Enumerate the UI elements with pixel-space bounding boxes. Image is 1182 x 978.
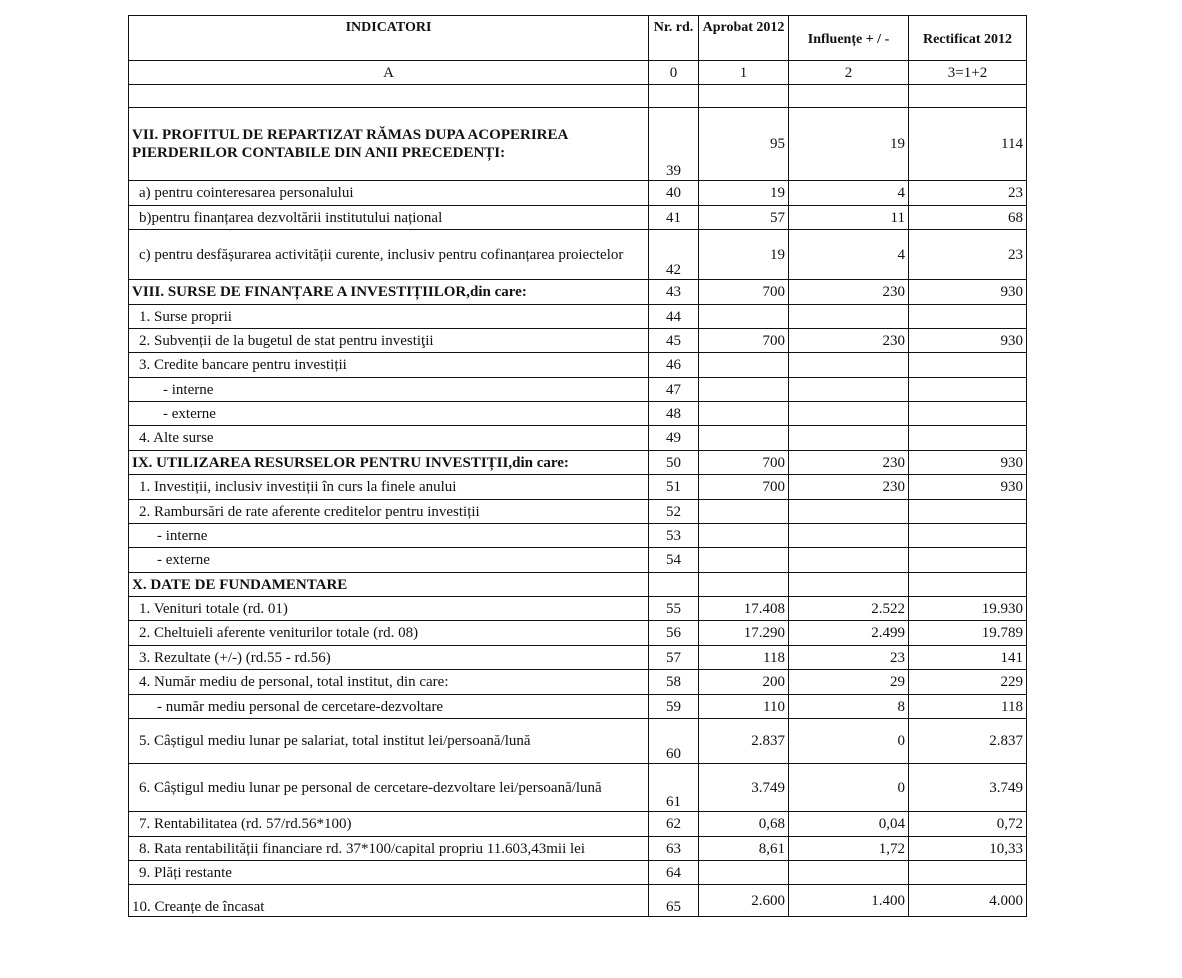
aprobat-cell: 200 xyxy=(699,670,789,695)
indicator-cell: 8. Rata rentabilității financiare rd. 37*100/capital propriu 11.603,43mii lei xyxy=(129,837,649,861)
row-number-cell: 45 xyxy=(649,329,699,353)
aprobat-cell xyxy=(699,426,789,451)
header-rectificat: Rectificat 2012 xyxy=(909,16,1027,61)
indicator-cell: 3. Rezultate (+/-) (rd.55 - rd.56) xyxy=(129,646,649,670)
aprobat-cell xyxy=(699,524,789,548)
influente-cell xyxy=(789,353,909,378)
influente-cell: 8 xyxy=(789,695,909,719)
table-row xyxy=(129,524,1027,548)
aprobat-cell: 700 xyxy=(699,475,789,500)
indicator-cell: 6. Câștigul mediu lunar pe personal de cercetare-dezvoltare lei/persoană/lună xyxy=(129,764,649,812)
indicator-cell: - interne xyxy=(129,378,649,402)
rectificat-cell: 4.000 xyxy=(909,885,1027,917)
table-row xyxy=(129,885,1027,917)
table-row xyxy=(129,812,1027,837)
row-number-cell: 56 xyxy=(649,621,699,646)
aprobat-cell xyxy=(699,861,789,885)
col-index-a: A xyxy=(129,61,649,85)
influente-cell: 0,04 xyxy=(789,812,909,837)
rectificat-cell xyxy=(909,305,1027,329)
row-number-cell: 64 xyxy=(649,861,699,885)
table-row xyxy=(129,695,1027,719)
indicator-cell: - externe xyxy=(129,402,649,426)
row-number-cell: 39 xyxy=(649,108,699,181)
table-row xyxy=(129,402,1027,426)
indicator-cell: 1. Surse proprii xyxy=(129,305,649,329)
indicator-cell: 1. Venituri totale (rd. 01) xyxy=(129,597,649,621)
aprobat-cell xyxy=(699,548,789,573)
rectificat-cell: 10,33 xyxy=(909,837,1027,861)
rectificat-cell: 68 xyxy=(909,206,1027,230)
rectificat-cell: 19.789 xyxy=(909,621,1027,646)
table-row xyxy=(129,353,1027,378)
rectificat-cell: 23 xyxy=(909,181,1027,206)
budget-table xyxy=(128,15,1027,917)
row-number-cell: 43 xyxy=(649,280,699,305)
table-row xyxy=(129,837,1027,861)
row-number-cell: 41 xyxy=(649,206,699,230)
influente-cell: 29 xyxy=(789,670,909,695)
rectificat-cell: 930 xyxy=(909,329,1027,353)
indicator-cell: 2. Cheltuieli aferente veniturilor totale (rd. 08) xyxy=(129,621,649,646)
influente-cell xyxy=(789,500,909,524)
rectificat-cell xyxy=(909,353,1027,378)
col-index-2: 2 xyxy=(789,61,909,85)
rectificat-cell: 114 xyxy=(909,108,1027,181)
aprobat-cell: 8,61 xyxy=(699,837,789,861)
aprobat-cell: 118 xyxy=(699,646,789,670)
table-row xyxy=(129,230,1027,280)
row-number-cell: 62 xyxy=(649,812,699,837)
indicator-cell: 2. Rambursări de rate aferente creditelor pentru investiții xyxy=(129,500,649,524)
aprobat-cell: 57 xyxy=(699,206,789,230)
aprobat-cell xyxy=(699,378,789,402)
rectificat-cell xyxy=(909,861,1027,885)
rectificat-cell xyxy=(909,378,1027,402)
row-number-cell: 54 xyxy=(649,548,699,573)
row-number-cell: 46 xyxy=(649,353,699,378)
header-indicatori: INDICATORI xyxy=(129,16,649,61)
row-number-cell: 60 xyxy=(649,719,699,764)
rectificat-cell xyxy=(909,573,1027,597)
row-number-cell: 55 xyxy=(649,597,699,621)
aprobat-cell: 110 xyxy=(699,695,789,719)
header-row xyxy=(129,16,1027,61)
header-aprobat: Aprobat 2012 xyxy=(699,16,789,61)
indicator-cell: - externe xyxy=(129,548,649,573)
rectificat-cell xyxy=(909,402,1027,426)
indicator-cell: - interne xyxy=(129,524,649,548)
table-row xyxy=(129,181,1027,206)
row-number-cell: 53 xyxy=(649,524,699,548)
row-number-cell: 58 xyxy=(649,670,699,695)
table-row xyxy=(129,108,1027,181)
table-row xyxy=(129,280,1027,305)
row-number-cell: 40 xyxy=(649,181,699,206)
table-row xyxy=(129,719,1027,764)
influente-cell: 0 xyxy=(789,764,909,812)
influente-cell xyxy=(789,524,909,548)
indicator-cell: 4. Număr mediu de personal, total institut, din care: xyxy=(129,670,649,695)
row-number-cell xyxy=(649,573,699,597)
indicator-cell: 4. Alte surse xyxy=(129,426,649,451)
indicator-cell: b)pentru finanțarea dezvoltării institutului național xyxy=(129,206,649,230)
rectificat-cell: 23 xyxy=(909,230,1027,280)
influente-cell: 4 xyxy=(789,230,909,280)
rectificat-cell: 2.837 xyxy=(909,719,1027,764)
aprobat-cell: 2.837 xyxy=(699,719,789,764)
column-index-row xyxy=(129,61,1027,85)
col-index-1: 1 xyxy=(699,61,789,85)
indicator-cell: X. DATE DE FUNDAMENTARE xyxy=(129,573,649,597)
indicator-cell: 7. Rentabilitatea (rd. 57/rd.56*100) xyxy=(129,812,649,837)
influente-cell xyxy=(789,378,909,402)
influente-cell: 230 xyxy=(789,280,909,305)
influente-cell: 230 xyxy=(789,451,909,475)
table-row xyxy=(129,573,1027,597)
aprobat-cell: 3.749 xyxy=(699,764,789,812)
influente-cell xyxy=(789,402,909,426)
row-number-cell: 61 xyxy=(649,764,699,812)
aprobat-cell xyxy=(699,305,789,329)
indicator-cell: VII. PROFITUL DE REPARTIZAT RĂMAS DUPA ACOPERIREA PIERDERILOR CONTABILE DIN ANII PRECEDENȚI: xyxy=(129,108,649,181)
aprobat-cell: 19 xyxy=(699,181,789,206)
aprobat-cell xyxy=(699,402,789,426)
indicator-cell: VIII. SURSE DE FINANȚARE A INVESTIȚIILOR,din care: xyxy=(129,280,649,305)
spacer-row xyxy=(129,85,1027,108)
table-row xyxy=(129,206,1027,230)
aprobat-cell xyxy=(699,500,789,524)
aprobat-cell: 19 xyxy=(699,230,789,280)
rectificat-cell xyxy=(909,524,1027,548)
row-number-cell: 47 xyxy=(649,378,699,402)
rectificat-cell xyxy=(909,426,1027,451)
aprobat-cell: 0,68 xyxy=(699,812,789,837)
indicator-cell: 5. Câștigul mediu lunar pe salariat, total institut lei/persoană/lună xyxy=(129,719,649,764)
row-number-cell: 48 xyxy=(649,402,699,426)
aprobat-cell: 17.408 xyxy=(699,597,789,621)
indicator-cell: 1. Investiții, inclusiv investiții în curs la finele anului xyxy=(129,475,649,500)
table-row xyxy=(129,500,1027,524)
influente-cell xyxy=(789,861,909,885)
table-row xyxy=(129,646,1027,670)
table-row xyxy=(129,451,1027,475)
influente-cell: 2.522 xyxy=(789,597,909,621)
influente-cell: 230 xyxy=(789,475,909,500)
influente-cell xyxy=(789,573,909,597)
indicator-cell: - număr mediu personal de cercetare-dezvoltare xyxy=(129,695,649,719)
aprobat-cell: 2.600 xyxy=(699,885,789,917)
indicator-cell: 10. Creanțe de încasat xyxy=(129,885,649,917)
row-number-cell: 57 xyxy=(649,646,699,670)
influente-cell xyxy=(789,426,909,451)
indicator-cell: 3. Credite bancare pentru investiții xyxy=(129,353,649,378)
rectificat-cell: 0,72 xyxy=(909,812,1027,837)
rectificat-cell: 930 xyxy=(909,280,1027,305)
rectificat-cell: 229 xyxy=(909,670,1027,695)
rectificat-cell xyxy=(909,548,1027,573)
rectificat-cell: 3.749 xyxy=(909,764,1027,812)
rectificat-cell: 19.930 xyxy=(909,597,1027,621)
table-row xyxy=(129,329,1027,353)
row-number-cell: 63 xyxy=(649,837,699,861)
indicator-cell: 2. Subvenții de la bugetul de stat pentru investiţii xyxy=(129,329,649,353)
row-number-cell: 44 xyxy=(649,305,699,329)
row-number-cell: 59 xyxy=(649,695,699,719)
indicator-cell: IX. UTILIZAREA RESURSELOR PENTRU INVESTIȚII,din care: xyxy=(129,451,649,475)
row-number-cell: 65 xyxy=(649,885,699,917)
header-influente: Influențe + / - xyxy=(789,16,909,61)
indicator-cell: c) pentru desfășurarea activității curente, inclusiv pentru cofinanțarea proiectelor xyxy=(129,230,649,280)
influente-cell: 2.499 xyxy=(789,621,909,646)
influente-cell: 11 xyxy=(789,206,909,230)
influente-cell: 23 xyxy=(789,646,909,670)
table-row xyxy=(129,861,1027,885)
aprobat-cell: 17.290 xyxy=(699,621,789,646)
table-row xyxy=(129,597,1027,621)
indicator-cell: a) pentru cointeresarea personalului xyxy=(129,181,649,206)
influente-cell: 19 xyxy=(789,108,909,181)
aprobat-cell: 700 xyxy=(699,451,789,475)
rectificat-cell xyxy=(909,500,1027,524)
col-index-0: 0 xyxy=(649,61,699,85)
table-row xyxy=(129,305,1027,329)
aprobat-cell: 700 xyxy=(699,280,789,305)
rectificat-cell: 118 xyxy=(909,695,1027,719)
table-row xyxy=(129,621,1027,646)
aprobat-cell: 95 xyxy=(699,108,789,181)
aprobat-cell xyxy=(699,353,789,378)
table-row xyxy=(129,378,1027,402)
influente-cell xyxy=(789,305,909,329)
row-number-cell: 52 xyxy=(649,500,699,524)
table-row xyxy=(129,548,1027,573)
influente-cell: 1.400 xyxy=(789,885,909,917)
table-row xyxy=(129,426,1027,451)
indicator-cell: 9. Plăți restante xyxy=(129,861,649,885)
influente-cell xyxy=(789,548,909,573)
table-row xyxy=(129,475,1027,500)
influente-cell: 4 xyxy=(789,181,909,206)
aprobat-cell xyxy=(699,573,789,597)
row-number-cell: 51 xyxy=(649,475,699,500)
row-number-cell: 42 xyxy=(649,230,699,280)
row-number-cell: 49 xyxy=(649,426,699,451)
header-nr: Nr. rd. xyxy=(649,16,699,61)
rectificat-cell: 930 xyxy=(909,475,1027,500)
table-row xyxy=(129,764,1027,812)
influente-cell: 0 xyxy=(789,719,909,764)
influente-cell: 1,72 xyxy=(789,837,909,861)
influente-cell: 230 xyxy=(789,329,909,353)
aprobat-cell: 700 xyxy=(699,329,789,353)
col-index-3: 3=1+2 xyxy=(909,61,1027,85)
rectificat-cell: 141 xyxy=(909,646,1027,670)
row-number-cell: 50 xyxy=(649,451,699,475)
table-row xyxy=(129,670,1027,695)
rectificat-cell: 930 xyxy=(909,451,1027,475)
